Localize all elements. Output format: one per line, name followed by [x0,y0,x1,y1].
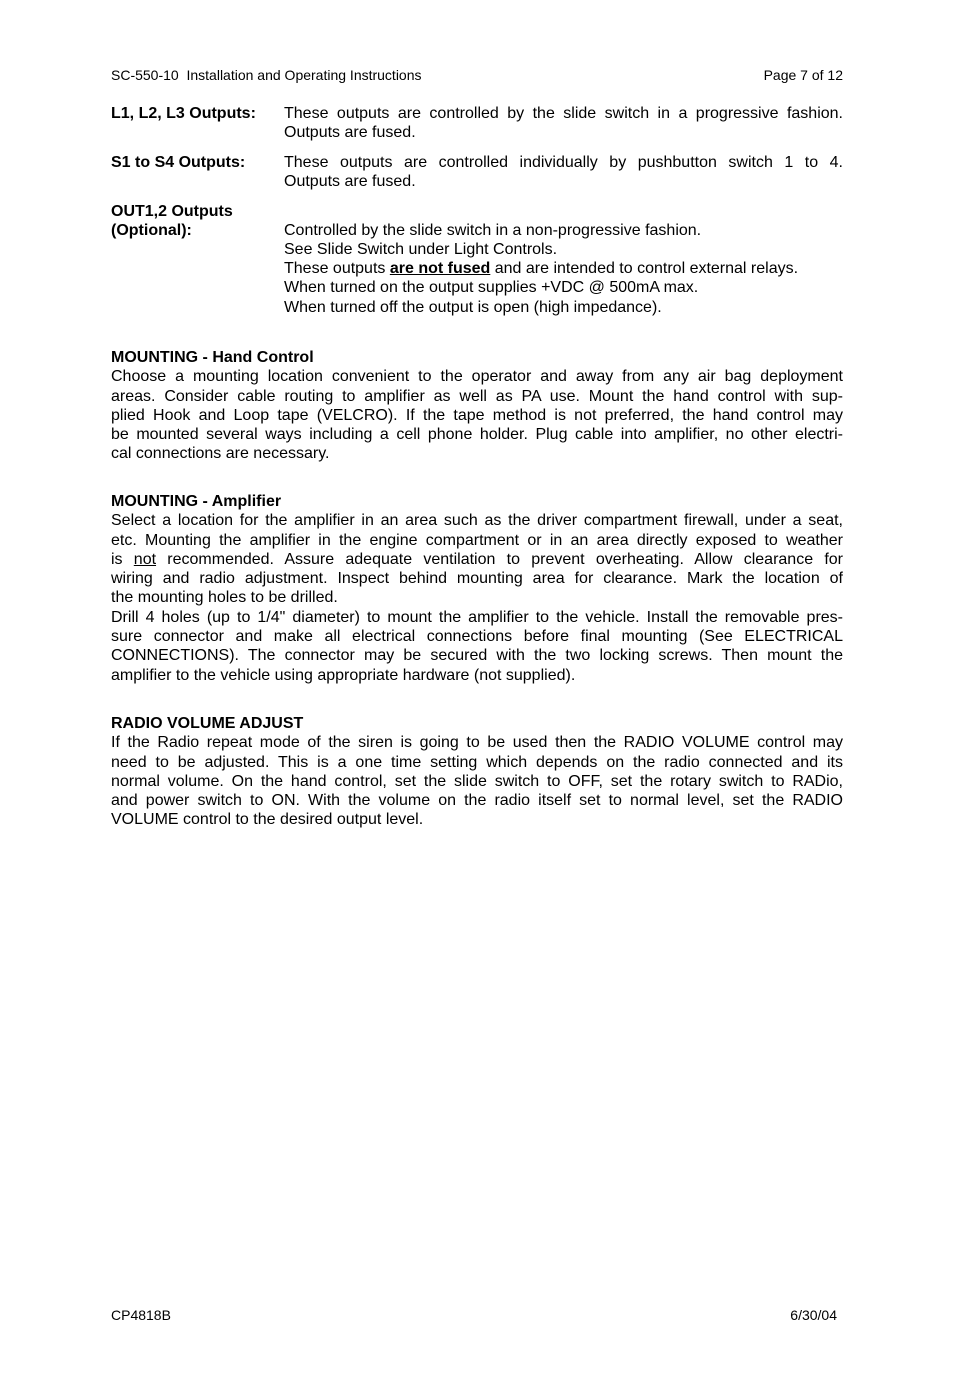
header-title: SC-550-10 Installation and Operating Instructions [111,67,422,83]
desc-line [284,259,843,278]
body-line: VOLUME control to the desired output level. [111,811,424,829]
section-heading: MOUNTING - Amplifier [111,493,282,510]
body-line: CONNECTIONS). The connector may be secured with the two locking screws. Then mount the [111,647,843,665]
desc-line: When turned on the output supplies +VDC @ 500mA max. [284,279,699,297]
document-date: 6/30/04 [790,1307,837,1323]
page-footer [111,1307,837,1323]
outputs-definitions [111,104,843,327]
body-line: If the Radio repeat mode of the siren is going to be used then the RADIO VOLUME control may [111,734,843,752]
text-run: and are intended to control external relays. [490,260,799,278]
def-term-out-outputs [111,202,284,317]
section-heading: RADIO VOLUME ADJUST [111,715,304,732]
not-emphasis: not [133,550,157,568]
text-run: recommended. Assure adequate ventilation to prevent overheating. Allow clearance for [156,550,843,568]
desc-line: When turned off the output is open (high impedance). [284,298,662,316]
not-fused-emphasis: are not fused [389,260,491,278]
desc-line: Controlled by the slide switch in a non-progressive fashion. [284,221,702,239]
section-mounting-hand [111,348,843,464]
def-desc-s-outputs [284,153,843,191]
def-desc-l-outputs [284,104,843,142]
body-line: normal volume. On the hand control, set the slide switch to OFF, set the rotary switch to RADio, [111,772,843,790]
def-term-l-outputs: L1, L2, L3 Outputs: [111,105,256,122]
body-line [111,550,843,569]
def-desc-out-outputs [284,202,843,317]
def-term-line: OUT1,2 Outputs [111,202,233,220]
desc-line: Outputs are fused. [284,124,416,142]
section-body [111,511,843,685]
body-line: cal connections are necessary. [111,445,330,463]
body-line: need to be adjusted. This is a one time setting which depends on the radio connected and its [111,753,843,771]
body-line: sure connector and make all electrical connections before final mounting (See ELECTRICAL [111,628,843,646]
body-line: etc. Mounting the amplifier in the engine compartment or in an area directly exposed to weather [111,531,843,549]
body-line: plied Hook and Loop tape (VELCRO). If the tape method is not preferred, the hand control may [111,406,843,424]
body-line: Choose a mounting location convenient to the operator and away from any air bag deployment [111,368,843,386]
desc-line: Outputs are fused. [284,173,416,190]
body-line: be mounted several ways including a cell phone holder. Plug cable into amplifier, no other electri- [111,426,843,444]
def-out-outputs [111,202,843,317]
page-header [111,67,843,83]
text-run: is [111,550,134,568]
document-id: CP4818B [111,1307,171,1323]
def-l-outputs [111,104,843,142]
body-line: and power switch to ON. With the volume on the radio itself set to normal level, set the RADIO [111,792,843,810]
desc-line: See Slide Switch under Light Controls. [284,241,558,258]
section-body [111,367,843,463]
body-line: the mounting holes to be drilled. [111,589,338,607]
def-s-outputs [111,153,843,191]
body-line: wiring and radio adjustment. Inspect behind mounting area for clearance. Mark the location of [111,570,843,588]
def-term-line: (Optional): [111,221,192,239]
body-line: Drill 4 holes (up to 1/4" diameter) to mount the amplifier to the vehicle. Install the removable pres- [111,608,843,626]
section-heading: MOUNTING - Hand Control [111,349,314,366]
section-radio-volume [111,714,843,830]
desc-line: These outputs are controlled by the slide switch in a progressive fashion. [284,105,843,122]
desc-line: These outputs are controlled individually by pushbutton switch 1 to 4. [284,153,843,171]
body-line: Select a location for the amplifier in an area such as the driver compartment firewall, under a seat, [111,512,843,530]
page-number: Page 7 of 12 [763,67,843,83]
document-page [111,0,843,1388]
text-run: These outputs [284,260,390,278]
body-line: areas. Consider cable routing to amplifier as well as PA use. Mount the hand control with sup- [111,387,843,405]
section-body [111,733,843,829]
def-term-s-outputs: S1 to S4 Outputs: [111,153,246,171]
body-line: amplifier to the vehicle using appropriate hardware (not supplied). [111,666,576,684]
section-mounting-amplifier [111,492,843,685]
